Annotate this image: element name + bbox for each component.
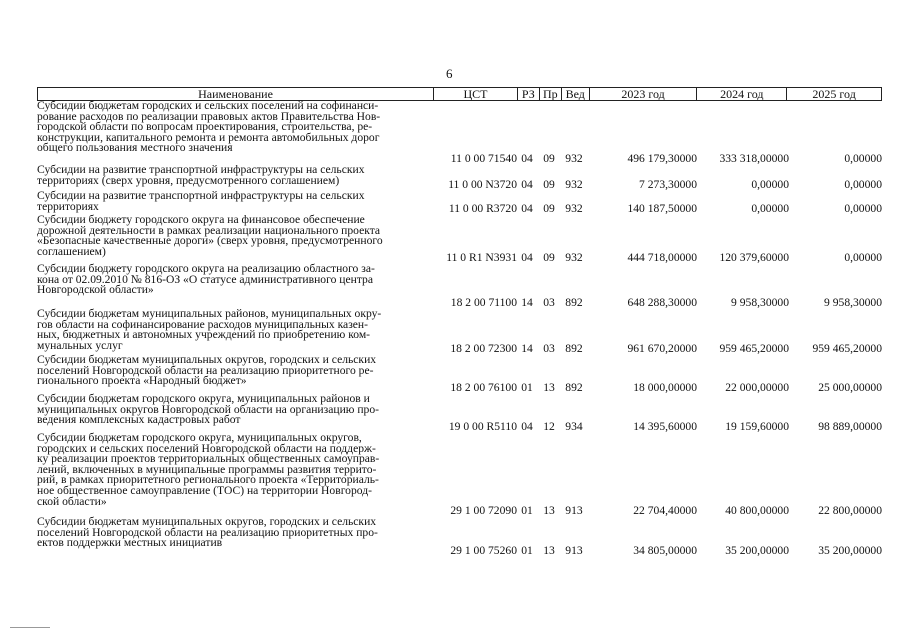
cell-cst: 18 2 00 76100	[450, 381, 517, 394]
header-2023: 2023 год	[589, 88, 697, 100]
row-name-line: Новгородской области»	[37, 283, 154, 297]
cell-y2024: 40 800,00000	[725, 504, 789, 517]
row-name-line: гионального проекта «Народный бюджет»	[37, 374, 247, 388]
cell-y2024: 120 379,60000	[719, 251, 789, 264]
cell-cst: 11 0 00 N3720	[448, 178, 517, 191]
cell-pr: 09	[543, 178, 555, 191]
header-name: Наименование	[198, 88, 273, 100]
header-2025: 2025 год	[786, 88, 881, 100]
cell-y2023: 961 670,20000	[627, 342, 697, 355]
row-name-line: кона от 02.09.2010 № 816-ОЗ «О статусе административного центра	[37, 272, 373, 286]
row-name	[37, 433, 432, 507]
cell-rz: 01	[521, 381, 533, 394]
row-name-line: городских и сельских поселений Новгородской области на поддерж-	[37, 441, 376, 455]
row-name-line: конструкции, капитального ремонта и ремонта автомобильных дорог	[37, 130, 380, 144]
cell-pr: 09	[543, 152, 555, 165]
page-number: 6	[446, 66, 453, 81]
table-row	[37, 517, 882, 557]
row-name-line: муниципальных округов Новгородской области на организацию про-	[37, 402, 379, 416]
cell-cst: 18 2 00 71100	[450, 296, 517, 309]
cell-ved: 913	[565, 544, 583, 557]
row-name-line: территориях (сверх уровня, предусмотренного соглашением)	[37, 173, 340, 187]
cell-rz: 14	[521, 342, 533, 355]
header-cst: ЦСТ	[433, 88, 517, 100]
row-name-line: общего пользования местного значения	[37, 141, 233, 155]
row-name-line: Субсидии на развитие транспортной инфраструктуры на сельских	[37, 163, 365, 176]
cell-rz: 01	[521, 544, 533, 557]
row-name-line: дорожной деятельности в рамках реализации национального проекта	[37, 223, 381, 237]
cell-ved: 932	[565, 251, 583, 264]
cell-y2025: 25 000,00000	[818, 381, 882, 394]
cell-y2025: 0,00000	[844, 251, 882, 264]
row-name-line: мунальных услуг	[37, 338, 123, 352]
cell-y2025: 0,00000	[844, 178, 882, 191]
budget-table	[37, 87, 882, 557]
cell-rz: 04	[521, 178, 533, 191]
row-name-line: поселений Новгородской области на реализацию приоритетного ре-	[37, 363, 374, 377]
cell-ved: 892	[565, 296, 583, 309]
row-name-line: рование расходов по реализации правовых актов Правительства Нов-	[37, 109, 381, 123]
cell-pr: 03	[543, 342, 555, 355]
header-rz: РЗ	[517, 88, 539, 100]
row-name-line: Субсидии бюджетам муниципальных округов, городских и сельских	[37, 515, 377, 528]
row-name	[37, 309, 432, 351]
row-name	[37, 215, 432, 257]
cell-cst: 11 0 00 71540	[450, 152, 517, 165]
row-name	[37, 394, 432, 426]
row-name-line: поселений Новгородской области на реализацию приоритетных про-	[37, 525, 378, 539]
row-name	[37, 264, 432, 296]
row-name-line: «Безопасные качественные дороги» (сверх уровня, предусмотренного	[37, 234, 383, 248]
cell-cst: 29 1 00 72090	[450, 504, 517, 517]
cell-ved: 892	[565, 381, 583, 394]
cell-y2024: 333 318,00000	[719, 152, 789, 165]
cell-y2024: 9 958,30000	[731, 296, 789, 309]
table-row	[37, 264, 882, 309]
row-name-line: ных, бюджетных и автономных учреждений по приобретению ком-	[37, 328, 371, 342]
table-row	[37, 215, 882, 264]
cell-ved: 932	[565, 202, 583, 215]
cell-y2025: 0,00000	[844, 152, 882, 165]
cell-y2024: 0,00000	[751, 178, 789, 191]
row-name-line: территориях	[37, 199, 99, 213]
row-name-line: гов области на софинансирование расходов муниципальных казен-	[37, 317, 368, 331]
cell-pr: 13	[543, 544, 555, 557]
cell-cst: 11 0 00 R3720	[448, 202, 517, 215]
row-name-line: Субсидии бюджетам городского округа, муниципальных округов,	[37, 431, 362, 444]
cell-y2023: 444 718,00000	[627, 251, 697, 264]
row-name-line: Субсидии на развитие транспортной инфраструктуры на сельских	[37, 189, 365, 202]
cell-y2023: 18 000,00000	[633, 381, 697, 394]
cell-y2024: 19 159,60000	[725, 420, 789, 433]
cell-y2023: 22 704,40000	[633, 504, 697, 517]
cell-y2025: 9 958,30000	[824, 296, 882, 309]
row-name-line: Субсидии бюджету городского округа на финансовое обеспечение	[37, 213, 365, 226]
row-name-line: Субсидии бюджетам муниципальных округов, городских и сельских	[37, 353, 377, 366]
cell-pr: 13	[543, 504, 555, 517]
cell-ved: 913	[565, 504, 583, 517]
footer-rule	[10, 627, 50, 628]
header-2024: 2024 год	[696, 88, 786, 100]
cell-pr: 03	[543, 296, 555, 309]
cell-ved: 932	[565, 152, 583, 165]
row-name-line: ведения комплексных кадастровых работ	[37, 413, 241, 427]
cell-y2024: 959 465,20000	[719, 342, 789, 355]
row-name	[37, 191, 432, 212]
cell-ved: 932	[565, 178, 583, 191]
cell-ved: 892	[565, 342, 583, 355]
cell-pr: 12	[543, 420, 555, 433]
table-row	[37, 309, 882, 355]
cell-rz: 01	[521, 504, 533, 517]
cell-y2023: 7 273,30000	[639, 178, 697, 191]
cell-rz: 14	[521, 296, 533, 309]
row-name-line: Субсидии бюджетам городских и сельских поселений на софинанси-	[37, 99, 379, 112]
cell-y2023: 34 805,00000	[633, 544, 697, 557]
cell-y2025: 22 800,00000	[818, 504, 882, 517]
row-name-line: Субсидии бюджету городского округа на реализацию областного за-	[37, 262, 375, 275]
header-ved: Вед	[561, 88, 589, 100]
row-name	[37, 101, 432, 154]
cell-y2024: 35 200,00000	[725, 544, 789, 557]
row-name	[37, 517, 432, 549]
row-name	[37, 165, 432, 186]
cell-y2024: 0,00000	[751, 202, 789, 215]
table-row	[37, 433, 882, 517]
cell-y2023: 140 187,50000	[627, 202, 697, 215]
row-name-line: Субсидии бюджетам городского округа, муниципальных районов и	[37, 392, 370, 405]
cell-y2025: 98 889,00000	[818, 420, 882, 433]
cell-y2025: 35 200,00000	[818, 544, 882, 557]
cell-y2023: 14 395,60000	[633, 420, 697, 433]
table-row	[37, 165, 882, 191]
row-name-line: соглашением)	[37, 244, 106, 258]
cell-y2025: 0,00000	[844, 202, 882, 215]
header-pr: Пр	[539, 88, 561, 100]
cell-rz: 04	[521, 420, 533, 433]
cell-rz: 04	[521, 152, 533, 165]
cell-y2023: 648 288,30000	[627, 296, 697, 309]
row-name-line: Субсидии бюджетам муниципальных районов, муниципальных окру-	[37, 307, 382, 320]
table-row	[37, 101, 882, 165]
cell-pr: 09	[543, 202, 555, 215]
table-row	[37, 355, 882, 394]
row-name	[37, 355, 432, 387]
cell-cst: 11 0 R1 N3931	[446, 251, 517, 264]
table-row	[37, 394, 882, 433]
cell-y2025: 959 465,20000	[812, 342, 882, 355]
table-row	[37, 191, 882, 215]
cell-ved: 934	[565, 420, 583, 433]
row-name-line: ской области»	[37, 494, 107, 508]
cell-cst: 19 0 00 R5110	[448, 420, 517, 433]
cell-y2023: 496 179,30000	[627, 152, 697, 165]
cell-cst: 29 1 00 75260	[450, 544, 517, 557]
row-name-line: ное общественное самоуправление (ТОС) на территории Новгород-	[37, 483, 372, 497]
row-name-line: ку реализации проектов территориальных общественных самоуправ-	[37, 452, 380, 466]
cell-pr: 09	[543, 251, 555, 264]
cell-pr: 13	[543, 381, 555, 394]
cell-y2024: 22 000,00000	[725, 381, 789, 394]
cell-rz: 04	[521, 202, 533, 215]
row-name-line: лений, включенных в муниципальные программы развития террито-	[37, 462, 377, 476]
row-name-line: рий, в рамках приоритетного регионального проекта «Территориаль-	[37, 473, 379, 487]
cell-rz: 04	[521, 251, 533, 264]
row-name-line: ектов поддержки местных инициатив	[37, 536, 223, 550]
row-name-line: городской области по вопросам проектирования, строительства, ре-	[37, 120, 373, 134]
cell-cst: 18 2 00 72300	[450, 342, 517, 355]
